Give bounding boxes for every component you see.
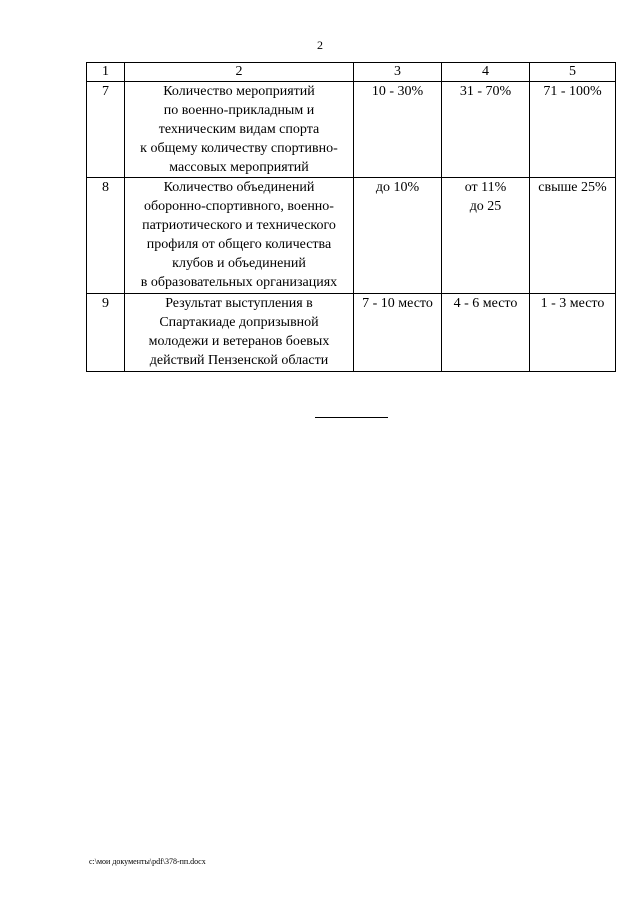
indicator-description-cell: Результат выступления в Спартакиаде допризывной молодежи и ветеранов боевых действий Пензенской области <box>125 294 354 372</box>
criteria-table <box>86 62 616 372</box>
table-row <box>87 178 616 294</box>
table-row <box>87 294 616 372</box>
row-number-cell: 9 <box>87 294 125 372</box>
table-header-row <box>87 63 616 82</box>
value-cell-col3: 7 - 10 место <box>354 294 442 372</box>
value-cell-col3: до 10% <box>354 178 442 294</box>
value-cell-col3: 10 - 30% <box>354 82 442 178</box>
header-cell-4: 4 <box>442 63 530 82</box>
table-row <box>87 82 616 178</box>
header-cell-2: 2 <box>125 63 354 82</box>
header-cell-3: 3 <box>354 63 442 82</box>
indicator-description-cell: Количество мероприятий по военно-прикладным и техническим видам спорта к общему количеству спортивно- массовых мероприятий <box>125 82 354 178</box>
header-cell-1: 1 <box>87 63 125 82</box>
row-number-cell: 8 <box>87 178 125 294</box>
row-number-cell: 7 <box>87 82 125 178</box>
value-cell-col5: свыше 25% <box>530 178 616 294</box>
value-cell-col4: 31 - 70% <box>442 82 530 178</box>
indicator-description-cell: Количество объединений оборонно-спортивного, военно- патриотического и технического профиля от общего количества клубов и объединений в образовательных организациях <box>125 178 354 294</box>
header-cell-5: 5 <box>530 63 616 82</box>
value-cell-col4: от 11% до 25 <box>442 178 530 294</box>
end-of-document-rule <box>315 417 388 418</box>
value-cell-col4: 4 - 6 место <box>442 294 530 372</box>
value-cell-col5: 1 - 3 место <box>530 294 616 372</box>
page-number: 2 <box>317 38 323 52</box>
file-path-footer: c:\мои документы\pdf\378-пп.docx <box>89 857 206 866</box>
value-cell-col5: 71 - 100% <box>530 82 616 178</box>
